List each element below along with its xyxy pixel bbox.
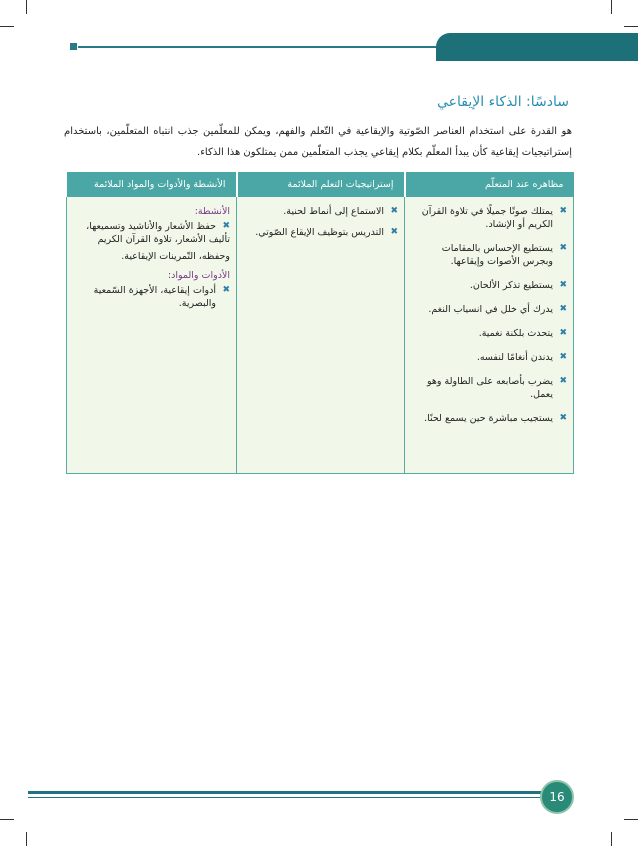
header-activities: الأنشطة والأدوات والمواد الملائمة	[67, 172, 237, 197]
list-item: ✖ يدرك أي خلل في انسياب النغم.	[428, 304, 567, 315]
crop-mark	[611, 0, 612, 14]
list-item: ✖ يمتلك صوتًا جميلًا في تلاوة القرآن الكريم أو الإنشاد.	[421, 206, 567, 230]
bullet-icon: ✖	[390, 206, 398, 216]
list-item: ✖ يدندن أنغامًا لنفسه.	[476, 352, 567, 363]
intelligence-table	[66, 172, 574, 474]
list-item: ✖ يستطيع تذكر الألحان.	[469, 280, 567, 291]
header-manifestations: مظاهره عند المتعلّم	[405, 172, 574, 197]
header-line	[78, 46, 436, 48]
activities-cell	[67, 197, 237, 474]
section-heading: سادسًا: الذكاء الإيقاعي	[436, 94, 569, 110]
bullet-icon: ✖	[559, 413, 567, 423]
activities-title: الأنشطة:	[194, 206, 230, 217]
bullet-icon: ✖	[390, 227, 398, 237]
crop-mark	[26, 832, 27, 846]
list-item: ✖ أدوات إيقاعية، الأجهزة السّمعية والبصرية.	[93, 285, 230, 309]
activity-continuation: وحفظه، التّمرينات الإيقاعية.	[121, 251, 230, 262]
bullet-icon: ✖	[222, 285, 230, 295]
page-number: 16	[540, 780, 574, 814]
tools-title: الأدوات والمواد:	[167, 270, 230, 281]
header-strategies: إستراتيجيات التعلم الملائمة	[237, 172, 405, 197]
list-item: ✖ التدريس بتوظيف الإيقاع الصّوتي.	[255, 227, 398, 238]
bullet-icon: ✖	[559, 243, 567, 253]
crop-mark	[624, 819, 638, 820]
crop-mark	[0, 26, 14, 27]
footer-line	[28, 791, 542, 794]
list-item: ✖ يستجيب مباشرة حين يسمع لحنًا.	[424, 413, 567, 424]
header-dot	[70, 43, 77, 50]
list-item: ✖ حفظ الأشعار والأناشيد وتسميعها،	[86, 221, 230, 232]
bullet-icon: ✖	[222, 221, 230, 231]
crop-mark	[26, 0, 27, 14]
crop-mark	[624, 26, 638, 27]
footer-line-thin	[28, 797, 542, 798]
list-item: ✖ الاستماع إلى أنماط لحنية.	[283, 206, 398, 217]
list-item: ✖ يتحدث بلكنة نغمية.	[478, 328, 567, 339]
list-item: ✖ يضرب بأصابعه على الطاولة وهو يعمل.	[426, 376, 567, 400]
table-row	[67, 197, 574, 474]
header-tab	[436, 33, 638, 61]
crop-mark	[611, 832, 612, 846]
bullet-icon: ✖	[559, 376, 567, 386]
list-item: ✖ يستطيع الإحساس بالمقامات وبجرس الأصوات وإيقاعها.	[441, 243, 567, 267]
bullet-icon: ✖	[559, 352, 567, 362]
bullet-icon: ✖	[559, 206, 567, 216]
manifestations-cell	[405, 197, 574, 474]
table-header-row	[67, 172, 574, 197]
bullet-icon: ✖	[559, 304, 567, 314]
bullet-icon: ✖	[559, 280, 567, 290]
activity-continuation: تأليف الأشعار، تلاوة القرآن الكريم	[97, 234, 230, 245]
intro-paragraph: هو القدرة على استخدام العناصر الصّوتية والإيقاعية في التّعلم والفهم، ويمكن للمعلّمين جذب انتباه المتعلّمين، باستخدام إستراتيجيات إيقاعية كأن يبدأ المعلّم بكلام إيقاعي يجذب المتعلّمين ممن يمتلكون هذا الذكاء.	[64, 126, 572, 158]
bullet-icon: ✖	[559, 328, 567, 338]
crop-mark	[0, 819, 14, 820]
strategies-cell	[237, 197, 405, 474]
